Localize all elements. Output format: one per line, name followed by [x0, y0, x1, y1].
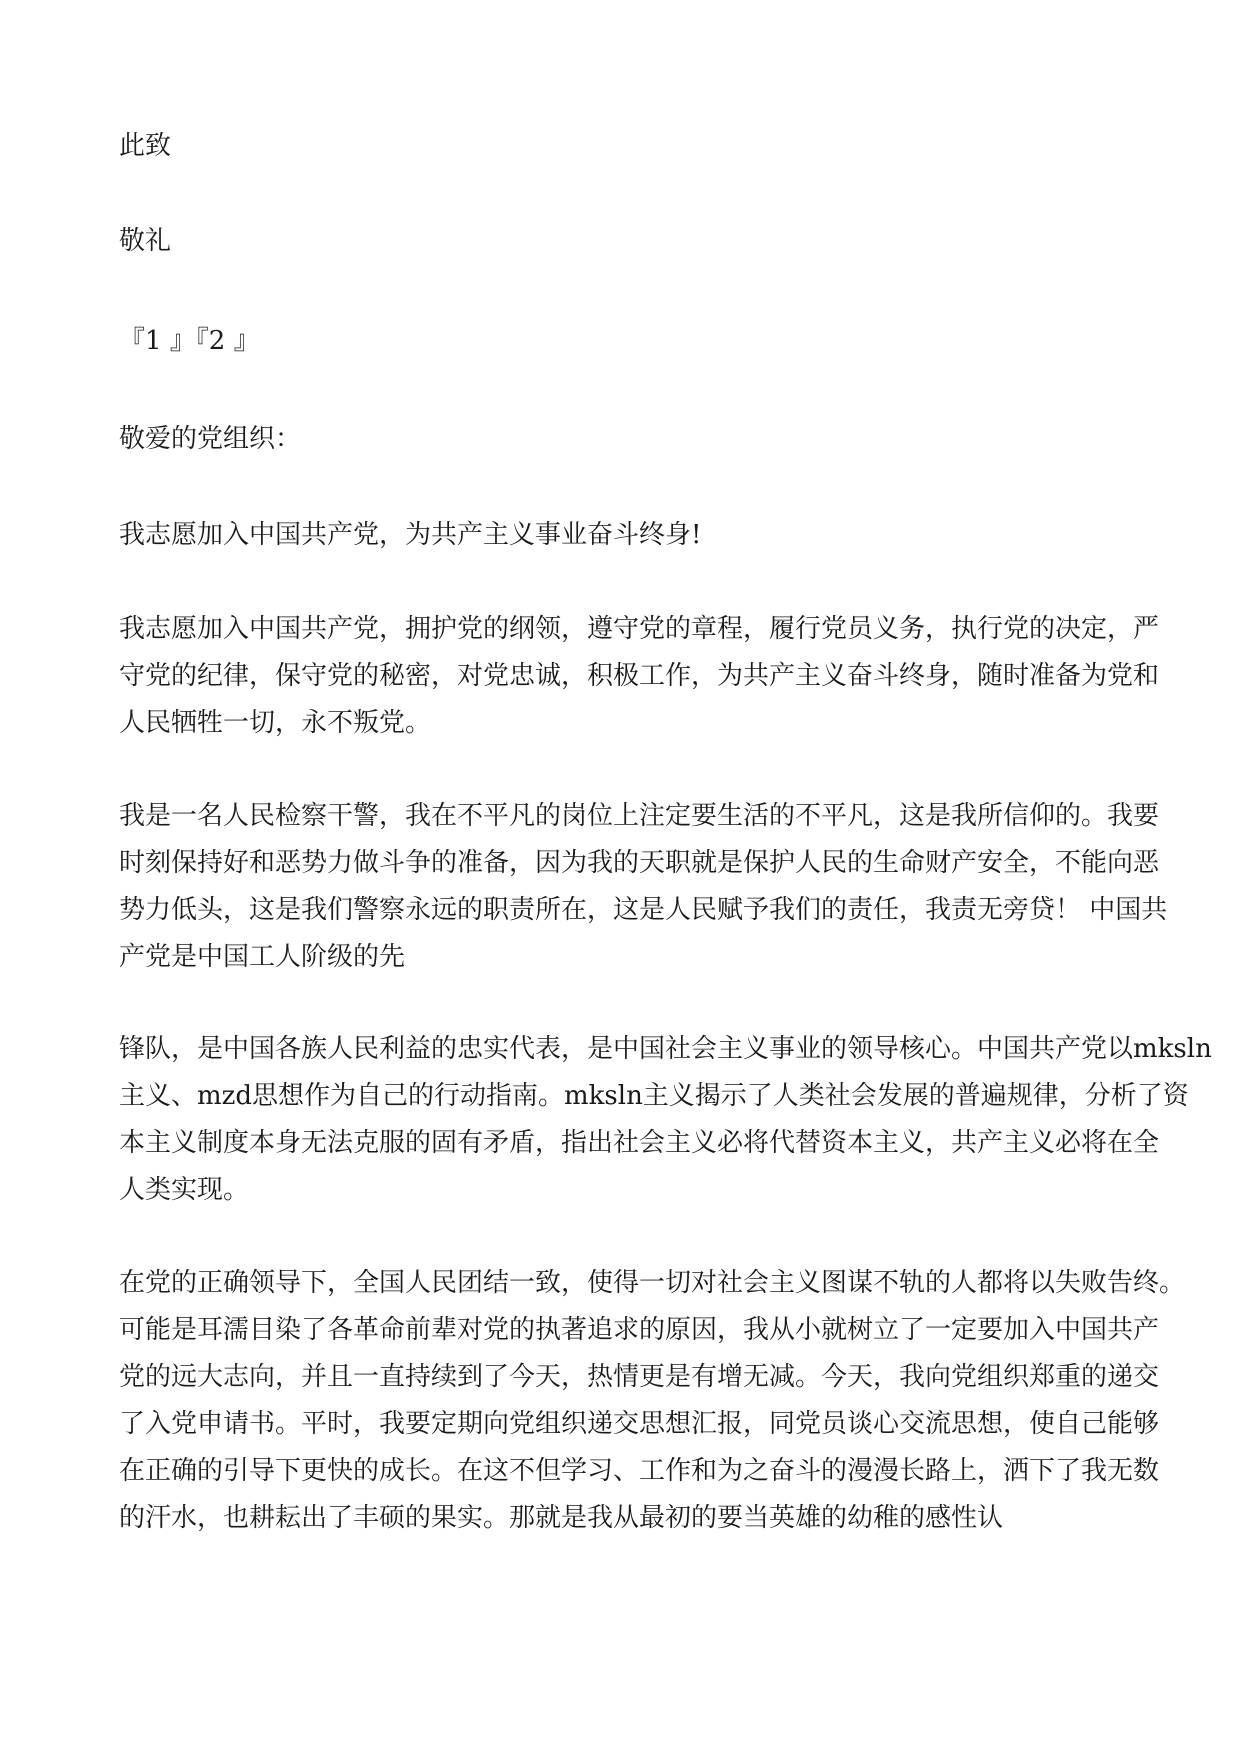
paragraph-line: 我志愿加入中国共产党，为共产主义事业奋斗终身!: [119, 520, 702, 550]
footnote-refs: 『1 』『2 』: [119, 326, 260, 356]
paragraph-line: 可能是耳濡目染了各革命前辈对党的执著追求的原因，我从小就树立了一定要加入中国共产: [119, 1315, 1160, 1345]
closing-line: 此致: [119, 131, 172, 161]
paragraph-1: [119, 512, 1129, 559]
paragraph-line: 我志愿加入中国共产党，拥护党的纲领，遵守党的章程，履行党员义务，执行党的决定，严: [119, 614, 1160, 644]
paragraph-line: 的汗水，也耕耘出了丰硕的果实。那就是我从最初的要当英雄的幼稚的感性认: [119, 1503, 1004, 1533]
paragraph-line: 在正确的引导下更快的成长。在这不但学习、工作和为之奋斗的漫漫长路上，洒下了我无数: [119, 1456, 1160, 1486]
paragraph-line: 时刻保持好和恶势力做斗争的准备，因为我的天职就是保护人民的生命财产安全，不能向恶: [119, 848, 1160, 878]
paragraph-line: 守党的纪律，保守党的秘密，对党忠诚，积极工作，为共产主义奋斗终身，随时准备为党和: [119, 661, 1160, 691]
paragraph-3: [119, 793, 1168, 981]
paragraph-line: 产党是中国工人阶级的先: [119, 942, 406, 972]
paragraph-line: 本主义制度本身无法克服的固有矛盾，指出社会主义必将代替资本主义，共产主义必将在全: [119, 1128, 1160, 1158]
paragraph-line: 我是一名人民检察干警，我在不平凡的岗位上注定要生活的不平凡，这是我所信仰的。我要: [119, 801, 1160, 831]
paragraph-line: 党的远大志向，并且一直持续到了今天，热情更是有增无减。今天，我向党组织郑重的递交: [119, 1362, 1160, 1392]
paragraph-5: [119, 1260, 1186, 1542]
paragraph-line: 了入党申请书。平时，我要定期向党组织递交思想汇报，同党员谈心交流思想，使自己能够: [119, 1409, 1160, 1439]
paragraph-2: [119, 606, 1160, 747]
salute-line: 敬礼: [119, 226, 172, 256]
paragraph-line: 人民牺牲一切，永不叛党。: [119, 708, 432, 738]
paragraph-4: [119, 1026, 1212, 1214]
paragraph-line: 主义、mzd思想作为自己的行动指南。mksln主义揭示了人类社会发展的普遍规律，分析了资: [119, 1081, 1189, 1111]
paragraph-line: 锋队，是中国各族人民利益的忠实代表，是中国社会主义事业的领导核心。中国共产党以mksln: [119, 1034, 1212, 1064]
paragraph-line: 在党的正确领导下，全国人民团结一致，使得一切对社会主义图谋不轨的人都将以失败告终。: [119, 1268, 1186, 1298]
paragraph-line: 人类实现。: [119, 1175, 250, 1205]
greeting-line: 敬爱的党组织：: [119, 424, 302, 454]
paragraph-line: 势力低头，这是我们警察永远的职责所在，这是人民赋予我们的责任，我责无旁贷！ 中国共: [119, 895, 1168, 925]
